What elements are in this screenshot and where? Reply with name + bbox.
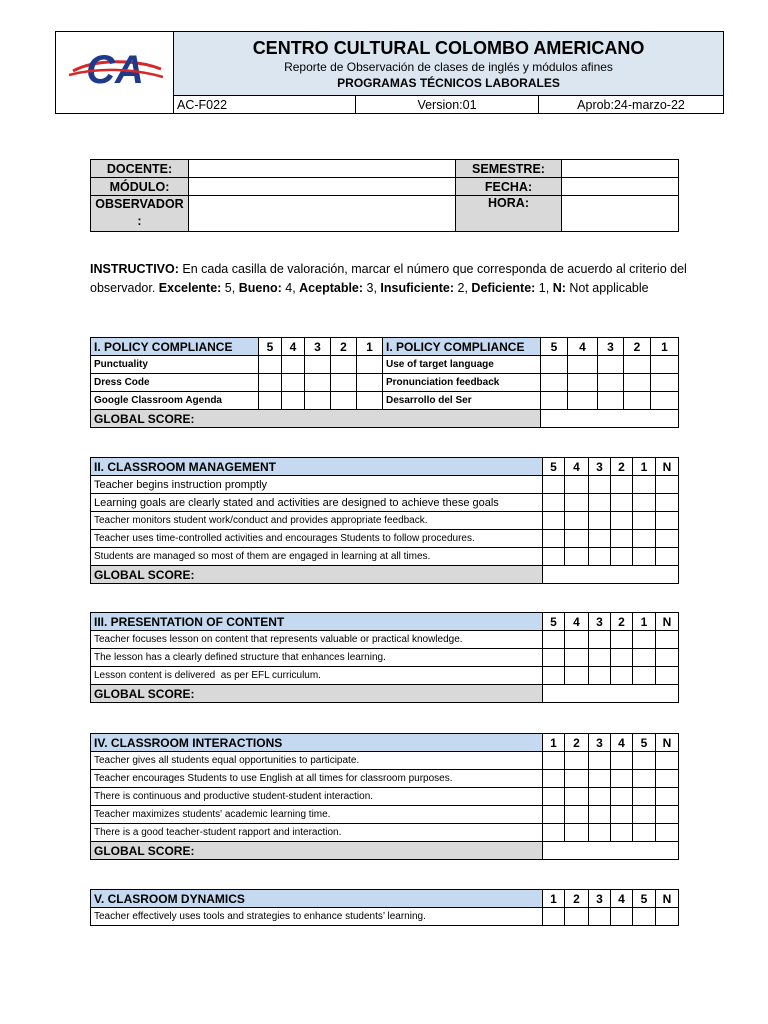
rating-cell[interactable] xyxy=(589,631,611,649)
rating-cell[interactable] xyxy=(656,752,679,770)
scale-header: 2 xyxy=(331,338,357,356)
rating-cell[interactable] xyxy=(589,770,611,788)
scale-header: 1 xyxy=(543,734,565,752)
rating-cell[interactable] xyxy=(565,908,589,926)
observation-info-table xyxy=(90,159,679,232)
scale-header: 4 xyxy=(282,338,305,356)
rating-cell[interactable] xyxy=(611,788,633,806)
scale-header: 3 xyxy=(589,613,611,631)
rating-cell[interactable] xyxy=(568,374,598,392)
table-row xyxy=(91,908,679,926)
rating-cell[interactable] xyxy=(259,374,282,392)
global-score-row xyxy=(91,842,679,860)
rating-cell[interactable] xyxy=(656,548,679,566)
global-score-label: GLOBAL SCORE: xyxy=(91,410,541,428)
rating-cell[interactable] xyxy=(633,806,656,824)
rating-cell[interactable] xyxy=(543,476,565,494)
deficiente-label: Deficiente: xyxy=(471,281,536,295)
rating-cell[interactable] xyxy=(651,356,679,374)
rating-cell[interactable] xyxy=(611,770,633,788)
rating-cell[interactable] xyxy=(656,908,679,926)
rating-cell[interactable] xyxy=(611,908,633,926)
scale-header: 3 xyxy=(589,734,611,752)
section5-title: V. CLASROOM DYNAMICS xyxy=(91,890,543,908)
rating-cell[interactable] xyxy=(633,494,656,512)
hora-label: HORA: xyxy=(456,196,562,232)
criterion-label: Teacher uses time-controlled activities and encourages Students to follow procedures. xyxy=(91,530,543,548)
scale-header: N xyxy=(656,613,679,631)
docente-field[interactable] xyxy=(189,160,456,178)
rating-cell[interactable] xyxy=(611,548,633,566)
global-score-field[interactable] xyxy=(543,685,679,703)
instructions-text: En cada casilla de valoración, marcar el número que corresponda de acuerdo al criterio del observador. xyxy=(90,262,687,295)
rating-cell[interactable] xyxy=(633,908,656,926)
rating-cell[interactable] xyxy=(543,770,565,788)
rating-cell[interactable] xyxy=(633,649,656,667)
rating-cell[interactable] xyxy=(633,770,656,788)
scale-header: 1 xyxy=(357,338,383,356)
rating-cell[interactable] xyxy=(611,631,633,649)
scale-header: 5 xyxy=(633,890,656,908)
rating-cell[interactable] xyxy=(543,649,565,667)
rating-cell[interactable] xyxy=(543,530,565,548)
global-score-label: GLOBAL SCORE: xyxy=(91,685,543,703)
table-row xyxy=(91,374,679,392)
rating-cell[interactable] xyxy=(611,476,633,494)
modulo-label: MÓDULO: xyxy=(91,178,189,196)
scale-header: 3 xyxy=(589,458,611,476)
criterion-label: The lesson has a clearly defined structure that enhances learning. xyxy=(91,649,543,667)
rating-cell[interactable] xyxy=(624,356,651,374)
rating-cell[interactable] xyxy=(565,476,589,494)
n-value: Not applicable xyxy=(565,281,649,295)
rating-cell[interactable] xyxy=(568,392,598,410)
scale-header: N xyxy=(656,890,679,908)
rating-cell[interactable] xyxy=(589,788,611,806)
table-row xyxy=(91,770,679,788)
table-row xyxy=(91,530,679,548)
rating-cell[interactable] xyxy=(305,392,331,410)
fecha-label: FECHA: xyxy=(456,178,562,196)
table-row xyxy=(91,752,679,770)
rating-cell[interactable] xyxy=(565,770,589,788)
table-row xyxy=(91,548,679,566)
organization-logo xyxy=(65,45,165,97)
scale-header: 4 xyxy=(565,458,589,476)
rating-cell[interactable] xyxy=(633,631,656,649)
rating-cell[interactable] xyxy=(611,752,633,770)
instructions-label: INSTRUCTIVO: xyxy=(90,262,179,276)
rating-cell[interactable] xyxy=(543,548,565,566)
rating-cell[interactable] xyxy=(589,908,611,926)
rating-cell[interactable] xyxy=(656,824,679,842)
rating-cell[interactable] xyxy=(565,806,589,824)
aceptable-value: 3, xyxy=(363,281,381,295)
criterion-label: Students are managed so most of them are engaged in learning at all times. xyxy=(91,548,543,566)
criterion-label: Pronunciation feedback xyxy=(383,374,541,392)
scale-header: 1 xyxy=(633,613,656,631)
criterion-label: Punctuality xyxy=(91,356,259,374)
bueno-label: Bueno: xyxy=(238,281,282,295)
rating-cell[interactable] xyxy=(633,548,656,566)
scale-header: 4 xyxy=(611,890,633,908)
rating-cell[interactable] xyxy=(633,512,656,530)
rating-cell[interactable] xyxy=(543,752,565,770)
rating-cell[interactable] xyxy=(611,494,633,512)
criterion-label: Teacher monitors student work/conduct and provides appropriate feedback. xyxy=(91,512,543,530)
semestre-field[interactable] xyxy=(562,160,679,178)
global-score-label: GLOBAL SCORE: xyxy=(91,566,543,584)
hora-field[interactable] xyxy=(562,196,679,232)
organization-name: CENTRO CULTURAL COLOMBO AMERICANO xyxy=(252,37,645,58)
section1-right-title: I. POLICY COMPLIANCE xyxy=(383,338,541,356)
insuficiente-label: Insuficiente: xyxy=(380,281,455,295)
scale-header: 1 xyxy=(651,338,679,356)
table-row xyxy=(91,494,679,512)
rating-cell[interactable] xyxy=(589,806,611,824)
rating-cell[interactable] xyxy=(589,548,611,566)
rating-cell[interactable] xyxy=(541,356,568,374)
rating-cell[interactable] xyxy=(259,392,282,410)
rating-cell[interactable] xyxy=(656,649,679,667)
rating-cell[interactable] xyxy=(633,476,656,494)
rating-cell[interactable] xyxy=(543,667,565,685)
rating-cell[interactable] xyxy=(611,667,633,685)
policy-compliance-table xyxy=(90,337,679,428)
rating-cell[interactable] xyxy=(568,356,598,374)
form-header xyxy=(55,31,724,114)
rating-cell[interactable] xyxy=(357,392,383,410)
rating-cell[interactable] xyxy=(656,770,679,788)
rating-cell[interactable] xyxy=(656,788,679,806)
rating-cell[interactable] xyxy=(543,788,565,806)
criterion-label: Teacher gives all students equal opportunities to participate. xyxy=(91,752,543,770)
criterion-label: Teacher maximizes students' academic learning time. xyxy=(91,806,543,824)
global-score-field[interactable] xyxy=(543,566,679,584)
global-score-row xyxy=(91,685,679,703)
rating-cell[interactable] xyxy=(305,356,331,374)
scale-header: 3 xyxy=(305,338,331,356)
rating-cell[interactable] xyxy=(651,374,679,392)
rating-cell[interactable] xyxy=(611,824,633,842)
scale-header: 1 xyxy=(633,458,656,476)
rating-cell[interactable] xyxy=(651,392,679,410)
rating-cell[interactable] xyxy=(282,356,305,374)
rating-cell[interactable] xyxy=(543,631,565,649)
classroom-interactions-table xyxy=(90,733,679,860)
scale-header: 5 xyxy=(633,734,656,752)
rating-cell[interactable] xyxy=(543,824,565,842)
rating-cell[interactable] xyxy=(589,530,611,548)
program-name: PROGRAMAS TÉCNICOS LABORALES xyxy=(337,75,560,90)
rating-cell[interactable] xyxy=(565,667,589,685)
global-score-field[interactable] xyxy=(543,842,679,860)
rating-cell[interactable] xyxy=(282,392,305,410)
table-row xyxy=(91,667,679,685)
aceptable-label: Aceptable: xyxy=(299,281,364,295)
deficiente-value: 1, xyxy=(535,281,553,295)
criterion-label: Lesson content is delivered as per EFL curriculum. xyxy=(91,667,543,685)
scale-header: 5 xyxy=(543,458,565,476)
rating-cell[interactable] xyxy=(633,752,656,770)
rating-cell[interactable] xyxy=(331,374,357,392)
rating-cell[interactable] xyxy=(589,494,611,512)
observador-label: OBSERVADOR : xyxy=(91,196,189,232)
fecha-field[interactable] xyxy=(562,178,679,196)
form-subtitle: Reporte de Observación de clases de inglés y módulos afines xyxy=(284,59,613,74)
rating-cell[interactable] xyxy=(656,667,679,685)
scale-header: 5 xyxy=(541,338,568,356)
rating-cell[interactable] xyxy=(611,649,633,667)
rating-cell[interactable] xyxy=(357,356,383,374)
rating-cell[interactable] xyxy=(633,788,656,806)
rating-cell[interactable] xyxy=(331,392,357,410)
rating-cell[interactable] xyxy=(282,374,305,392)
rating-cell[interactable] xyxy=(611,806,633,824)
rating-cell[interactable] xyxy=(611,512,633,530)
table-row xyxy=(91,788,679,806)
rating-cell[interactable] xyxy=(565,548,589,566)
rating-cell[interactable] xyxy=(543,494,565,512)
scale-header: 1 xyxy=(543,890,565,908)
table-row xyxy=(91,476,679,494)
rating-cell[interactable] xyxy=(543,512,565,530)
header-title-cell xyxy=(174,32,724,96)
rating-cell[interactable] xyxy=(633,530,656,548)
form-approval-date: Aprob:24-marzo-22 xyxy=(539,96,724,114)
rating-cell[interactable] xyxy=(656,806,679,824)
table-row xyxy=(91,356,679,374)
bueno-value: 4, xyxy=(281,281,300,295)
form-version: Version:01 xyxy=(356,96,539,114)
scale-header: 2 xyxy=(624,338,651,356)
rating-cell[interactable] xyxy=(357,374,383,392)
rating-cell[interactable] xyxy=(656,494,679,512)
scale-header: 5 xyxy=(543,613,565,631)
scale-header: 3 xyxy=(598,338,624,356)
criterion-label: Desarrollo del Ser xyxy=(383,392,541,410)
rating-cell[interactable] xyxy=(565,752,589,770)
scale-header: 5 xyxy=(259,338,282,356)
criterion-label: Teacher begins instruction promptly xyxy=(91,476,543,494)
global-score-field[interactable] xyxy=(541,410,679,428)
rating-cell[interactable] xyxy=(565,494,589,512)
instructions xyxy=(90,260,690,298)
classroom-dynamics-table xyxy=(90,889,679,926)
rating-cell[interactable] xyxy=(656,530,679,548)
table-row xyxy=(91,631,679,649)
logo-text: CA xyxy=(85,48,144,92)
rating-cell[interactable] xyxy=(589,476,611,494)
scale-header: 3 xyxy=(589,890,611,908)
section1-left-title: I. POLICY COMPLIANCE xyxy=(91,338,259,356)
rating-cell[interactable] xyxy=(331,356,357,374)
criterion-label: Google Classroom Agenda xyxy=(91,392,259,410)
rating-cell[interactable] xyxy=(598,356,624,374)
criterion-label: Learning goals are clearly stated and activities are designed to achieve these goals xyxy=(91,494,543,512)
n-label: N: xyxy=(552,281,566,295)
rating-cell[interactable] xyxy=(656,631,679,649)
rating-cell[interactable] xyxy=(565,649,589,667)
observador-field[interactable] xyxy=(189,196,456,232)
rating-cell[interactable] xyxy=(565,530,589,548)
table-row xyxy=(91,649,679,667)
criterion-label: Teacher focuses lesson on content that represents valuable or practical knowledge. xyxy=(91,631,543,649)
scale-header: 2 xyxy=(611,613,633,631)
criterion-label: There is continuous and productive student-student interaction. xyxy=(91,788,543,806)
rating-cell[interactable] xyxy=(589,752,611,770)
global-score-label: GLOBAL SCORE: xyxy=(91,842,543,860)
section2-title: II. CLASSROOM MANAGEMENT xyxy=(91,458,543,476)
rating-cell[interactable] xyxy=(656,476,679,494)
table-row xyxy=(91,512,679,530)
scale-header: 4 xyxy=(611,734,633,752)
logo-cell xyxy=(56,32,174,114)
rating-cell[interactable] xyxy=(543,908,565,926)
rating-cell[interactable] xyxy=(598,392,624,410)
scale-header: 2 xyxy=(565,890,589,908)
rating-cell[interactable] xyxy=(259,356,282,374)
rating-cell[interactable] xyxy=(656,512,679,530)
scale-header: 2 xyxy=(611,458,633,476)
rating-cell[interactable] xyxy=(565,631,589,649)
rating-cell[interactable] xyxy=(305,374,331,392)
rating-cell[interactable] xyxy=(611,530,633,548)
classroom-management-table xyxy=(90,457,679,584)
section3-title: III. PRESENTATION OF CONTENT xyxy=(91,613,543,631)
rating-cell[interactable] xyxy=(633,824,656,842)
section4-title: IV. CLASSROOM INTERACTIONS xyxy=(91,734,543,752)
scale-header: 4 xyxy=(565,613,589,631)
excelente-label: Excelente: xyxy=(158,281,222,295)
rating-cell[interactable] xyxy=(541,374,568,392)
criterion-label: There is a good teacher-student rapport and interaction. xyxy=(91,824,543,842)
global-score-row xyxy=(91,566,679,584)
rating-cell[interactable] xyxy=(589,824,611,842)
form-code: AC-F022 xyxy=(174,96,356,114)
table-row xyxy=(91,824,679,842)
table-row xyxy=(91,392,679,410)
scale-header: 4 xyxy=(568,338,598,356)
scale-header: N xyxy=(656,458,679,476)
rating-cell[interactable] xyxy=(565,512,589,530)
rating-cell[interactable] xyxy=(543,806,565,824)
rating-cell[interactable] xyxy=(589,512,611,530)
semestre-label: SEMESTRE: xyxy=(456,160,562,178)
criterion-label: Teacher encourages Students to use English at all times for classroom purposes. xyxy=(91,770,543,788)
global-score-row xyxy=(91,410,679,428)
rating-cell[interactable] xyxy=(565,824,589,842)
rating-cell[interactable] xyxy=(541,392,568,410)
rating-cell[interactable] xyxy=(624,374,651,392)
insuficiente-value: 2, xyxy=(454,281,472,295)
rating-cell[interactable] xyxy=(565,788,589,806)
criterion-label: Use of target language xyxy=(383,356,541,374)
scale-header: 2 xyxy=(565,734,589,752)
criterion-label: Teacher effectively uses tools and strategies to enhance students’ learning. xyxy=(91,908,543,926)
criterion-label: Dress Code xyxy=(91,374,259,392)
rating-cell[interactable] xyxy=(624,392,651,410)
rating-cell[interactable] xyxy=(589,667,611,685)
scale-header: N xyxy=(656,734,679,752)
modulo-field[interactable] xyxy=(189,178,456,196)
rating-cell[interactable] xyxy=(598,374,624,392)
rating-cell[interactable] xyxy=(633,667,656,685)
docente-label: DOCENTE: xyxy=(91,160,189,178)
rating-cell[interactable] xyxy=(589,649,611,667)
presentation-of-content-table xyxy=(90,612,679,703)
table-row xyxy=(91,806,679,824)
excelente-value: 5, xyxy=(221,281,239,295)
